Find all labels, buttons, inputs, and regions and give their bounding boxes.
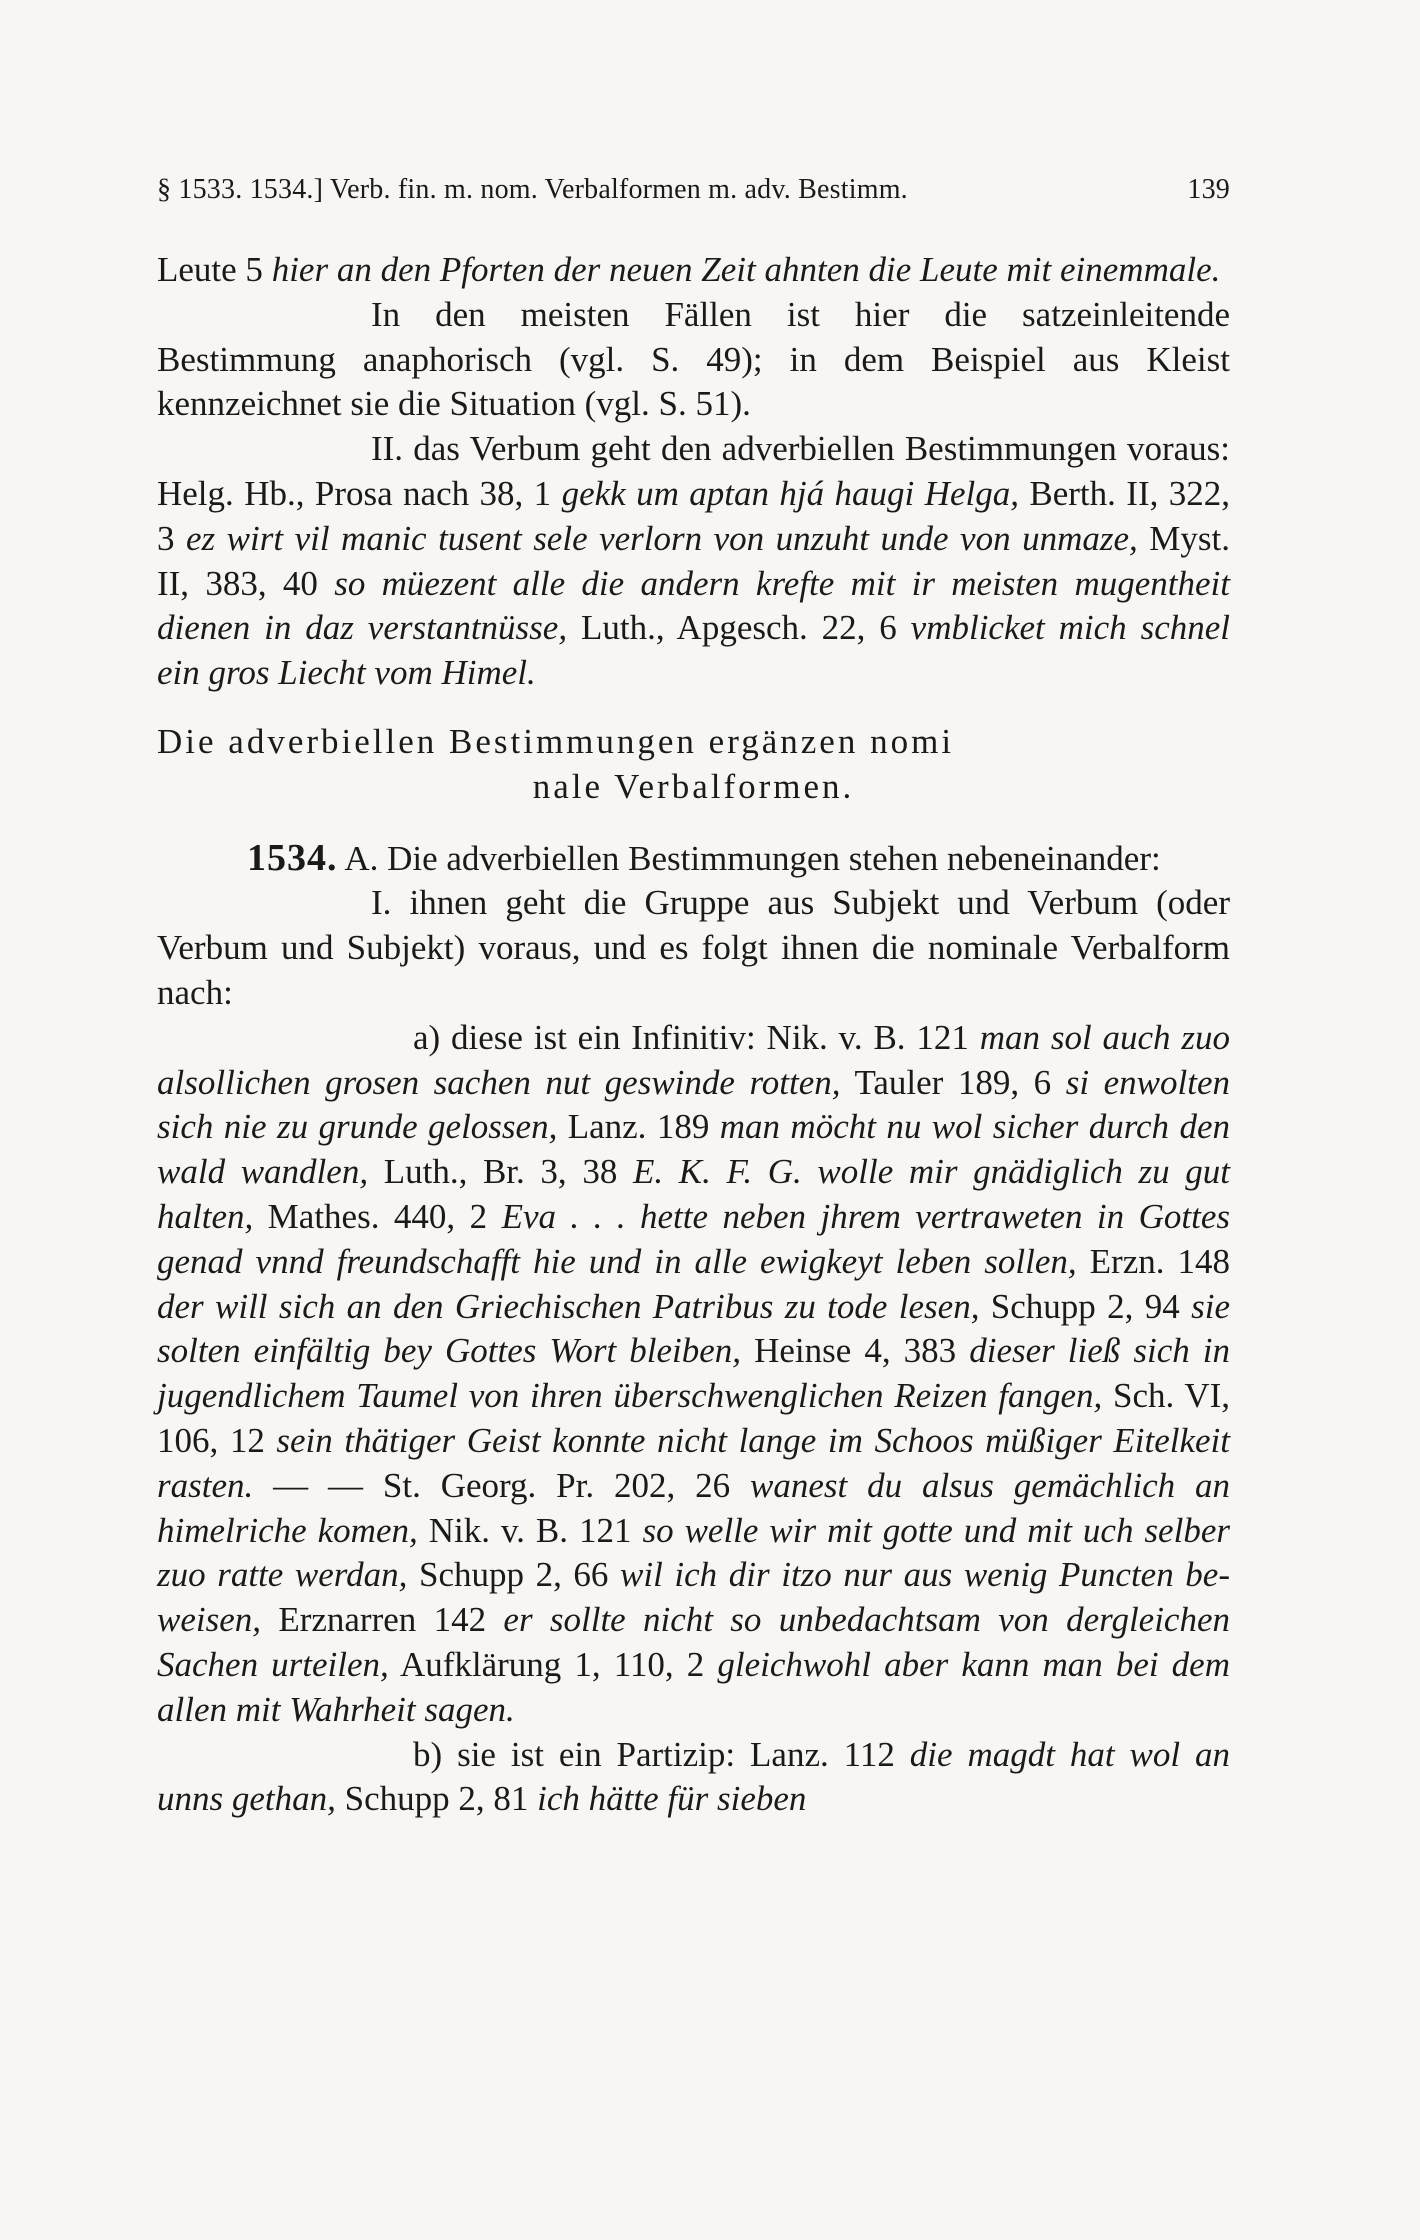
page-number: 139 — [1187, 174, 1230, 205]
quotation: vmblicket mich schnel ein gros Liecht vom Himel. — [157, 608, 1230, 693]
citation: Leute 5 — [157, 250, 272, 289]
quotation: si enwolten sich nie zu grunde gelossen, — [157, 1062, 1230, 1147]
citation: Schupp 2, 66 — [407, 1555, 621, 1595]
quotation: dieser ließ sich in jugendlichem Taumel von ihren überschwenglichen Reizen fangen, — [157, 1331, 1231, 1416]
quotation: sie solten einfältig bey Gottes Wort bleiben, — [157, 1286, 1230, 1371]
citation: Erznarren 142 — [261, 1600, 504, 1640]
quotation: hier an den Pforten der neuen Zeit ahnten die Leute mit einemmale. — [271, 250, 1221, 289]
paragraph-anaphorisch: In den meisten Fällen ist hier die satzeinleitende Bestimmung anaphorisch (vgl. S. 49); in dem Beispiel aus Kleist kennzeichnet sie die Situation (vgl. S. 51). — [157, 294, 1230, 424]
citation: Luth., Br. 3, 38 — [368, 1152, 633, 1192]
quotation: Eva . . . hette neben jhrem vertraweten in Gottes genad vnnd freundschafft hie und in alle ewigkeyt leben sollen, — [157, 1196, 1230, 1281]
quotation: sein thätiger Geist konnte nicht lange im Schoos müßiger Eitelkeit rasten. — [157, 1420, 1231, 1505]
citation: Mathes. 440, 2 — [253, 1196, 502, 1236]
section-heading — [157, 720, 1230, 810]
citation: Nik. v. B. 121 — [417, 1510, 643, 1550]
citation: Tauler 189, 6 — [840, 1062, 1066, 1102]
quotation: ich hätte für sieben — [537, 1779, 807, 1819]
running-head-title: § 1533. 1534.] Verb. fin. m. nom. Verbalformen m. adv. Bestimm. — [157, 174, 908, 205]
citation: Heinse 4, 383 — [741, 1331, 970, 1371]
paragraph-gruppe: I. ihnen geht die Gruppe aus Subjekt und Verbum (oder Verbum und Subjekt) voraus, und es folgt ihnen die nominale Verbalform nach: — [157, 883, 1230, 1012]
text-run: A. Die adverbiellen Bestimmungen stehen nebeneinander: — [337, 838, 1161, 878]
body-text — [157, 248, 1230, 1822]
quotation: so müezent alle die andern krefte mit ir meisten mugentheit dienen in daz verstantnüsse, — [157, 563, 1230, 648]
quotation: die magdt hat wol an unns gethan, — [157, 1734, 1230, 1819]
citation: Berth. II, 322, 3 — [157, 473, 1231, 558]
citation: Erzn. 148 — [1076, 1241, 1230, 1281]
quotation: er sollte nicht so unbedachtsam von dergleichen Sachen urteilen, — [157, 1600, 1230, 1684]
quotation: so welle wir mit gotte und mit uch selber zuo ratte werdan, — [157, 1510, 1230, 1595]
quotation: man sol auch zuo alsollichen grosen sachen nut geswinde rotten, — [157, 1017, 1231, 1102]
paragraph-1534 — [157, 836, 1230, 882]
quotation: der will sich an den Griechischen Patribus zu tode lesen, — [157, 1286, 980, 1326]
citation: Aufklärung 1, 110, 2 — [388, 1644, 718, 1684]
citation: Myst. II, 383, 40 — [157, 518, 1230, 603]
text-run: b) sie ist ein Partizip: Lanz. 112 — [413, 1734, 910, 1774]
section-heading-line1: Die adverbiellen Bestimmungen ergänzen nomi — [157, 721, 955, 761]
quotation: gleichwohl aber kann man bei dem allen mit Wahrheit sagen. — [157, 1644, 1230, 1729]
citation: — — St. Georg. Pr. 202, 26 — [253, 1465, 750, 1505]
paragraph-leute — [157, 248, 1230, 293]
paragraph-partizip — [157, 1733, 1230, 1823]
section-number: 1534. — [247, 836, 338, 879]
section-heading-line2: nale Verbalformen. — [532, 766, 855, 806]
paragraph-verbum-voraus — [157, 427, 1230, 696]
paragraph-infinitiv — [157, 1016, 1230, 1733]
citation: Lanz. 189 — [557, 1107, 720, 1147]
quotation: gekk um aptan hjá haugi Helga, — [561, 473, 1019, 513]
text-run: a) diese ist ein Infinitiv: Nik. v. B. 121 — [413, 1017, 980, 1057]
quotation: man möcht nu wol sicher durch den wald wandlen, — [157, 1107, 1230, 1192]
quotation: wanest du alsus gemächlich an himelriche komen, — [157, 1465, 1230, 1550]
citation: Schupp 2, 94 — [979, 1286, 1192, 1326]
text-run: II. das Verbum geht den adverbiellen Bestimmungen voraus: Helg. Hb., Prosa nach 38, 1 — [157, 429, 1230, 513]
running-head — [157, 174, 1230, 206]
citation: Sch. VI, 106, 12 — [157, 1376, 1230, 1460]
quotation: ez wirt vil manic tusent sele verlorn von unzuht unde von unmaze, — [186, 518, 1138, 558]
citation: Luth., Apgesch. 22, 6 — [567, 608, 911, 648]
quotation: E. K. F. G. wolle mir gnädiglich zu gut halten, — [157, 1152, 1230, 1236]
citation: Schupp 2, 81 — [335, 1779, 538, 1819]
quotation: wil ich dir itzo nur aus wenig Puncten beweisen, — [157, 1555, 1230, 1640]
